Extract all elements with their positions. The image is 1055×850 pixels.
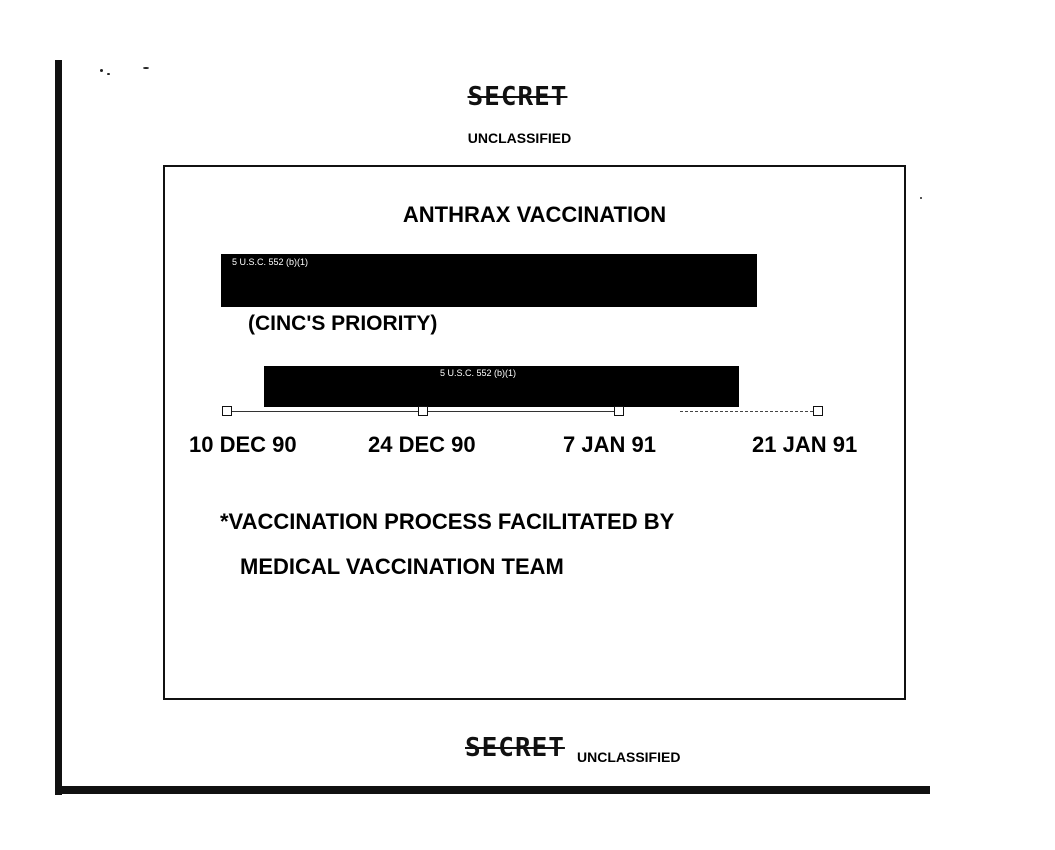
timeline-tick xyxy=(418,406,428,416)
scan-speck xyxy=(920,197,922,199)
timeline-line-dashed xyxy=(680,411,818,412)
left-margin-rule xyxy=(55,60,62,795)
timeline-date: 10 DEC 90 xyxy=(189,432,297,457)
note-line: *VACCINATION PROCESS FACILITATED BY xyxy=(220,509,675,534)
scan-speck xyxy=(100,69,103,72)
redaction-label: 5 U.S.C. 552 (b)(1) xyxy=(232,257,309,267)
scan-speck xyxy=(143,67,149,69)
note-line: MEDICAL VACCINATION TEAM xyxy=(240,554,564,579)
timeline-tick xyxy=(222,406,232,416)
priority-label: (CINC'S PRIORITY) xyxy=(248,312,438,335)
timeline-tick xyxy=(813,406,823,416)
header-classification: UNCLASSIFIED xyxy=(467,130,572,146)
timeline-date: 7 JAN 91 xyxy=(563,432,656,457)
redaction-label: 5 U.S.C. 552 (b)(1) xyxy=(440,368,517,378)
footer-classification-struck: SECRET xyxy=(465,733,565,763)
timeline-tick xyxy=(614,406,624,416)
header-classification-struck: SECRET xyxy=(467,82,568,112)
bottom-margin-rule xyxy=(55,786,930,794)
footer-classification: UNCLASSIFIED xyxy=(577,749,681,765)
timeline-date: 21 JAN 91 xyxy=(752,432,858,457)
timeline-date: 24 DEC 90 xyxy=(368,432,476,457)
slide-title: ANTHRAX VACCINATION xyxy=(402,202,667,227)
scan-speck xyxy=(107,73,110,75)
